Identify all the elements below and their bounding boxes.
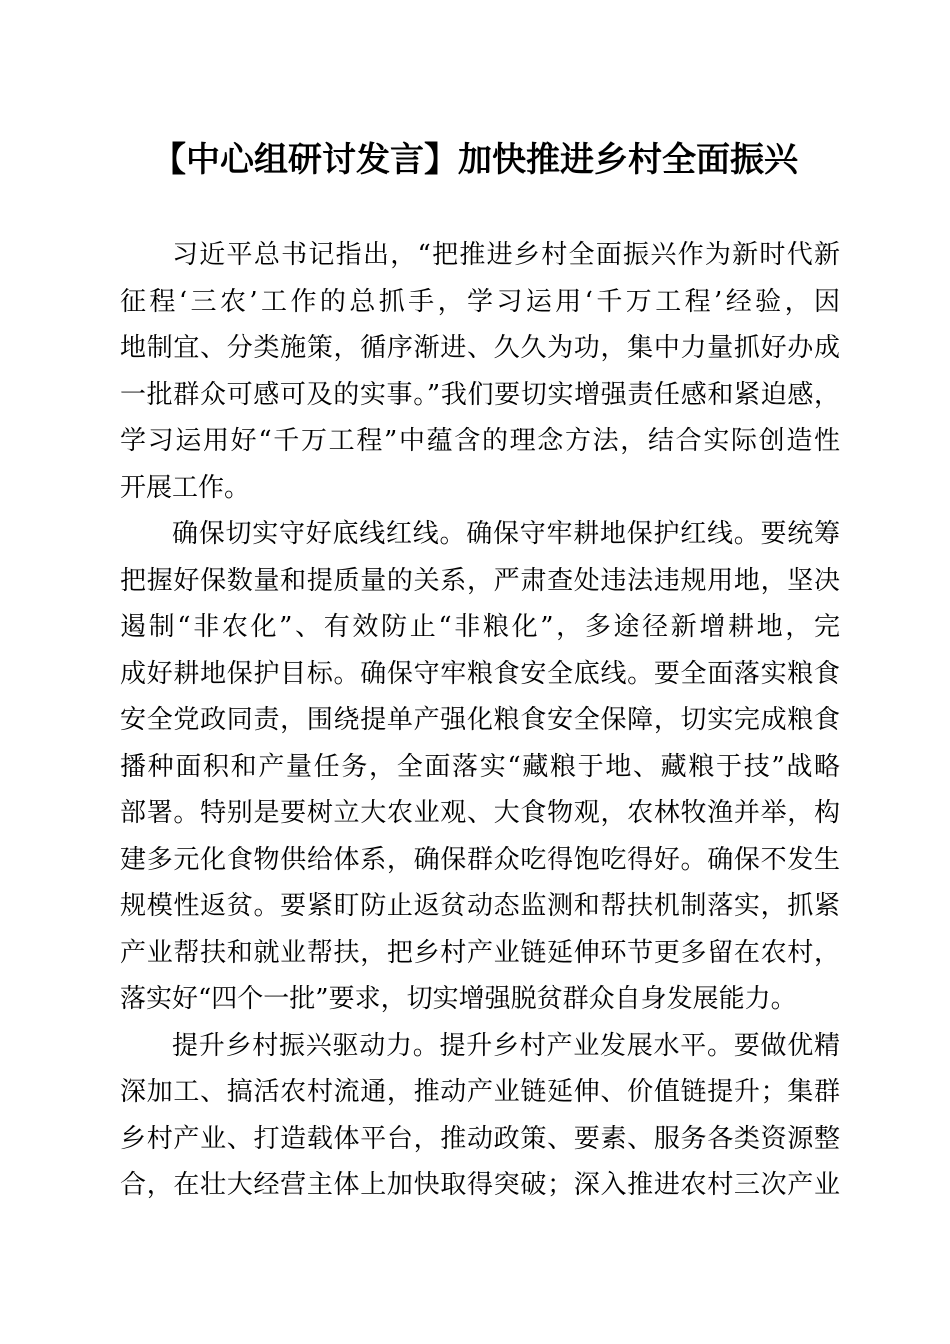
paragraph-line: 地制宜、分类施策，循序渐进、久久为功，集中力量抓好办成 [120, 333, 840, 363]
paragraph-line: 一批群众可感可及的实事。”我们要切实增强责任感和紧迫感， [120, 379, 840, 410]
paragraph-3 [120, 1023, 840, 1209]
paragraph-line: 深加工、搞活农村流通，推动产业链延伸、价值链提升；集群 [120, 1077, 840, 1107]
paragraph-line: 把握好保数量和提质量的关系，严肃查处违法违规用地，坚决 [120, 565, 840, 596]
paragraph-line: 征程‘三农’工作的总抓手，学习运用‘千万工程’经验，因 [120, 286, 840, 317]
paragraph-line: 建多元化食物供给体系，确保群众吃得饱吃得好。确保不发生 [120, 844, 840, 875]
paragraph-1 [120, 232, 840, 511]
paragraph-line: 提升乡村振兴驱动力。提升乡村产业发展水平。要做优精 [172, 1030, 840, 1061]
paragraph-line: 合，在壮大经营主体上加快取得突破；深入推进农村三次产业 [120, 1170, 840, 1200]
paragraph-line: 开展工作。 [120, 472, 251, 503]
paragraph-line: 产业帮扶和就业帮扶，把乡村产业链延伸环节更多留在农村， [120, 937, 840, 968]
paragraph-line: 播种面积和产量任务，全面落实“藏粮于地、藏粮于技”战略 [120, 751, 840, 782]
paragraph-line: 落实好“四个一批”要求，切实增强脱贫群众自身发展能力。 [120, 984, 797, 1014]
paragraph-2 [120, 511, 840, 1023]
paragraph-line: 部署。特别是要树立大农业观、大食物观，农林牧渔并举，构 [120, 798, 840, 828]
paragraph-line: 确保切实守好底线红线。确保守牢耕地保护红线。要统筹 [172, 519, 840, 549]
paragraph-line: 遏制“非农化”、有效防止“非粮化”，多途径新增耕地，完 [120, 612, 840, 642]
document-title: 【中心组研讨发言】加快推进乡村全面振兴 [152, 140, 798, 180]
paragraph-line: 习近平总书记指出，“把推进乡村全面振兴作为新时代新 [172, 240, 840, 270]
paragraph-line: 乡村产业、打造载体平台，推动政策、要素、服务各类资源整 [120, 1123, 840, 1154]
paragraph-line: 安全党政同责，围绕提单产强化粮食安全保障，切实完成粮食 [120, 705, 840, 735]
paragraph-line: 规模性返贫。要紧盯防止返贫动态监测和帮扶机制落实，抓紧 [120, 891, 840, 921]
paragraph-line: 学习运用好“千万工程”中蕴含的理念方法，结合实际创造性 [120, 426, 840, 456]
document-body [120, 232, 840, 1209]
paragraph-line: 成好耕地保护目标。确保守牢粮食安全底线。要全面落实粮食 [120, 658, 840, 689]
